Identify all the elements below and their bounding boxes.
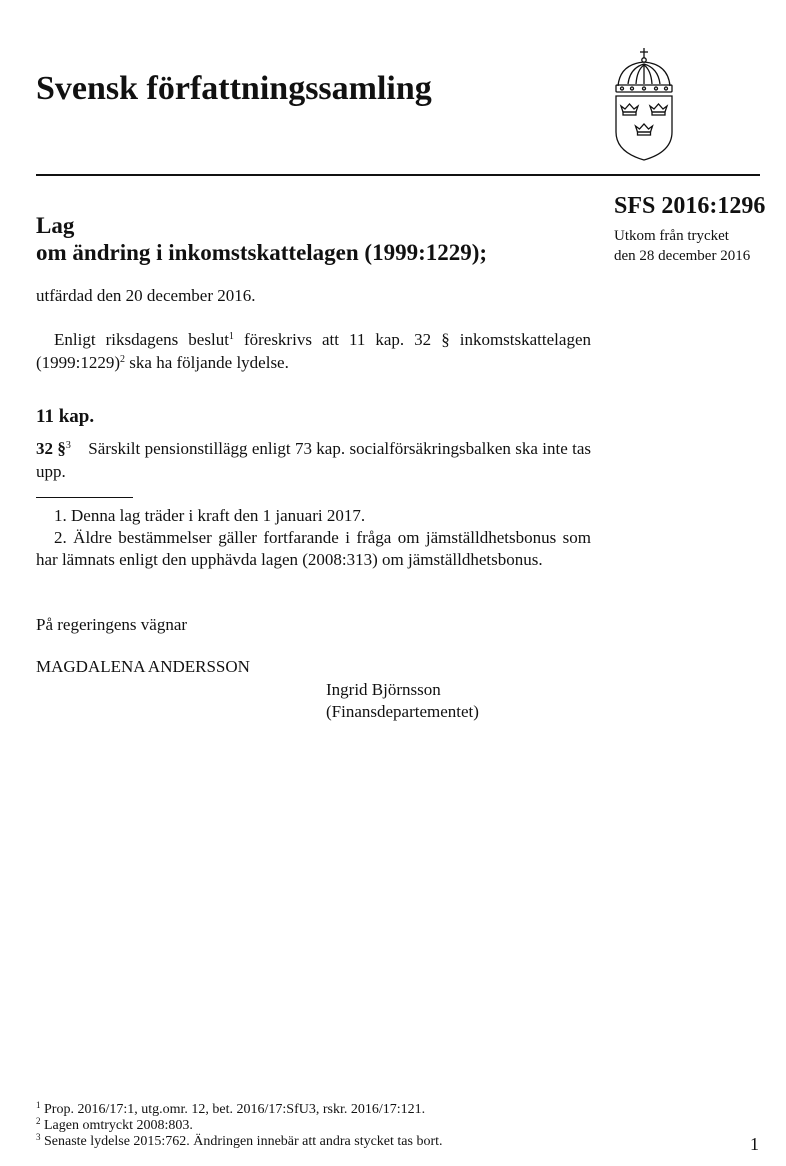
swedish-coat-of-arms-icon bbox=[608, 46, 680, 164]
chapter-heading: 11 kap. bbox=[36, 406, 95, 427]
ministry-name: (Finansdepartementet) bbox=[326, 702, 479, 721]
on-behalf-line: På regeringens vägnar bbox=[36, 615, 188, 634]
footnote-ref-2: 2 bbox=[120, 354, 126, 365]
header-divider bbox=[36, 174, 760, 176]
intro-text-part: föreskrivs att 11 kap. 32 § inkomstskattelagen (1999:1229) bbox=[36, 330, 591, 372]
footnote bbox=[36, 1134, 443, 1150]
footnote-text: Lagen omtryckt 2008:803. bbox=[44, 1118, 193, 1133]
section-number: 32 § bbox=[36, 439, 66, 458]
footnote-number: 1 bbox=[36, 1100, 41, 1110]
intro-paragraph bbox=[36, 328, 591, 374]
intro-text-part: Enligt riksdagens beslut bbox=[54, 330, 229, 349]
law-title: om ändring i inkomstskattelagen (1999:1229); bbox=[36, 240, 488, 265]
sfs-number: SFS 2016:1296 bbox=[614, 193, 766, 219]
intro-text-part: ska ha följande lydelse. bbox=[125, 353, 289, 372]
footnote-ref-3: 3 bbox=[65, 440, 71, 451]
footnote-number: 3 bbox=[36, 1132, 41, 1142]
issued-date: utfärdad den 20 december 2016. bbox=[36, 286, 256, 305]
footnote bbox=[36, 1102, 425, 1118]
law-type-heading: Lag bbox=[36, 213, 75, 238]
footnote-text: Senaste lydelse 2015:762. Ändringen innebär att andra stycket tas bort. bbox=[44, 1134, 443, 1149]
footnote-number: 2 bbox=[36, 1116, 41, 1126]
transitional-provision-1: 1. Denna lag träder i kraft den 1 januari 2017. bbox=[54, 506, 366, 525]
footnote bbox=[36, 1118, 193, 1134]
section-text: Särskilt pensionstillägg enligt 73 kap. socialförsäkringsbalken ska inte tas upp. bbox=[36, 439, 591, 481]
page-number: 1 bbox=[750, 1134, 759, 1154]
official-signature: Ingrid Björnsson bbox=[326, 680, 441, 699]
publication-note: Utkom från trycket bbox=[614, 228, 729, 244]
section-paragraph bbox=[36, 437, 591, 483]
publication-date: den 28 december 2016 bbox=[614, 248, 751, 264]
publication-title: Svensk författningssamling bbox=[36, 70, 432, 107]
footnote-ref-1: 1 bbox=[228, 331, 234, 342]
transitional-divider bbox=[36, 497, 133, 498]
minister-signature: MAGDALENA ANDERSSON bbox=[36, 657, 250, 676]
footnote-text: Prop. 2016/17:1, utg.omr. 12, bet. 2016/17:SfU3, rskr. 2016/17:121. bbox=[44, 1102, 426, 1117]
transitional-provision-2: 2. Äldre bestämmelser gäller fortfarande i fråga om jämställdhetsbonus som har lämnats enligt den upphävda lagen (2008:313) om jämställdhetsbonus. bbox=[36, 528, 591, 569]
